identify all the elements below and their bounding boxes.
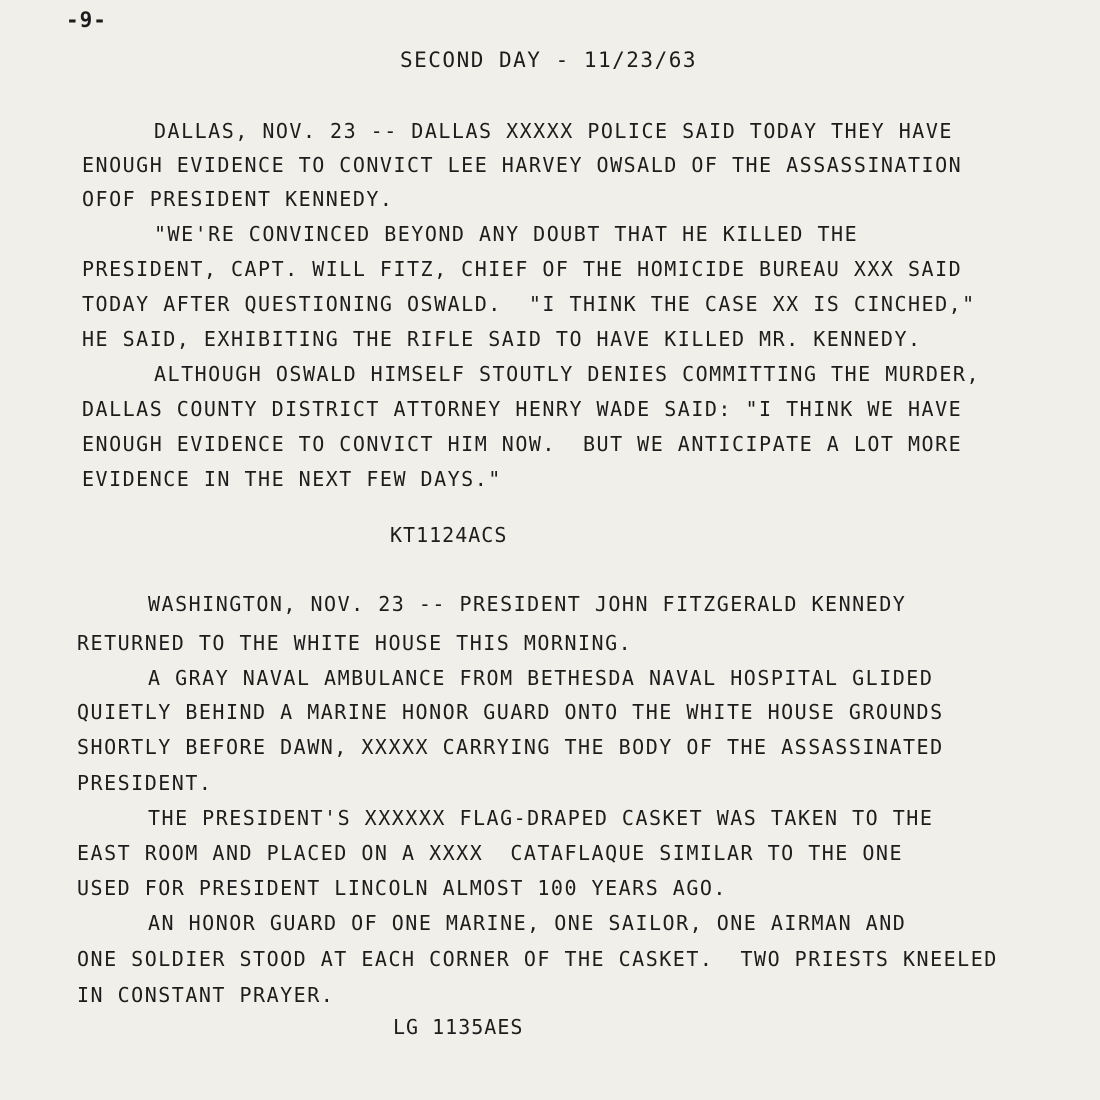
story-slug: KT1124ACS — [390, 523, 508, 547]
story-line: USED FOR PRESIDENT LINCOLN ALMOST 100 YEARS AGO. — [77, 876, 727, 900]
page-heading: SECOND DAY - 11/23/63 — [400, 48, 698, 72]
story-line: PRESIDENT, CAPT. WILL FITZ, CHIEF OF THE HOMICIDE BUREAU XXX SAID — [82, 257, 963, 281]
story-line: IN CONSTANT PRAYER. — [77, 983, 335, 1007]
story-line: ALTHOUGH OSWALD HIMSELF STOUTLY DENIES COMMITTING THE MURDER, — [154, 362, 981, 386]
story-line: QUIETLY BEHIND A MARINE HONOR GUARD ONTO THE WHITE HOUSE GROUNDS — [77, 700, 944, 724]
story-line: ENOUGH EVIDENCE TO CONVICT LEE HARVEY OWSALD OF THE ASSASSINATION — [82, 153, 963, 177]
page-number: -9- — [66, 8, 107, 32]
story-line: DALLAS COUNTY DISTRICT ATTORNEY HENRY WADE SAID: "I THINK WE HAVE — [82, 397, 963, 421]
story-line: TODAY AFTER QUESTIONING OSWALD. "I THINK THE CASE XX IS CINCHED," — [82, 292, 976, 316]
story-line: ENOUGH EVIDENCE TO CONVICT HIM NOW. BUT WE ANTICIPATE A LOT MORE — [82, 432, 963, 456]
story-line: RETURNED TO THE WHITE HOUSE THIS MORNING. — [77, 631, 633, 655]
story-line: THE PRESIDENT'S XXXXXX FLAG-DRAPED CASKET WAS TAKEN TO THE — [148, 806, 934, 830]
story-line: "WE'RE CONVINCED BEYOND ANY DOUBT THAT HE KILLED THE — [154, 222, 859, 246]
story-line: HE SAID, EXHIBITING THE RIFLE SAID TO HAVE KILLED MR. KENNEDY. — [82, 327, 922, 351]
story-line: EAST ROOM AND PLACED ON A XXXX CATAFLAQUE SIMILAR TO THE ONE — [77, 841, 904, 865]
story-line: EVIDENCE IN THE NEXT FEW DAYS." — [82, 467, 502, 491]
story-line: A GRAY NAVAL AMBULANCE FROM BETHESDA NAVAL HOSPITAL GLIDED — [148, 666, 934, 690]
story-line: DALLAS, NOV. 23 -- DALLAS XXXXX POLICE SAID TODAY THEY HAVE — [154, 119, 953, 143]
story-line: ONE SOLDIER STOOD AT EACH CORNER OF THE CASKET. TWO PRIESTS KNEELED — [77, 947, 998, 971]
story-line: OFOF PRESIDENT KENNEDY. — [82, 187, 394, 211]
story-line: AN HONOR GUARD OF ONE MARINE, ONE SAILOR, ONE AIRMAN AND — [148, 911, 907, 935]
story-line: SHORTLY BEFORE DAWN, XXXXX CARRYING THE BODY OF THE ASSASSINATED — [77, 735, 944, 759]
story-slug: LG 1135AES — [393, 1015, 524, 1039]
story-line: PRESIDENT. — [77, 771, 213, 795]
story-line: WASHINGTON, NOV. 23 -- PRESIDENT JOHN FITZGERALD KENNEDY — [148, 592, 907, 616]
